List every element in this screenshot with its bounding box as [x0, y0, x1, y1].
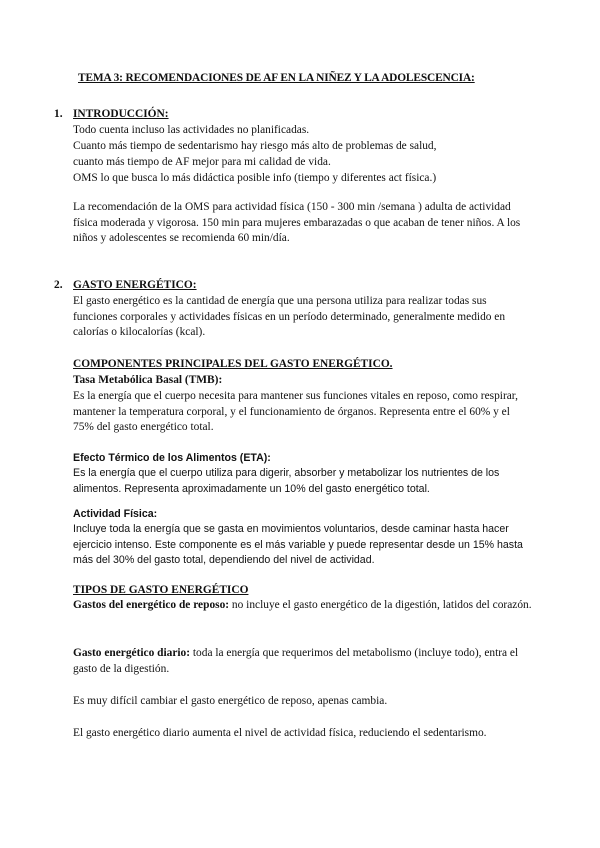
eta-text: Es la energía que el cuerpo utiliza para digerir, absorber y metabolizar los nutrientes de los alimentos. Representa aproximadamente un 10% del gasto energético total. — [73, 467, 500, 495]
section-1-number: 1. — [54, 108, 63, 120]
reposo-note: Es muy difícil cambiar el gasto energético de reposo, apenas cambia. — [73, 695, 388, 707]
reposo-label: Gastos del energético de reposo: — [73, 599, 230, 611]
intro-line: cuanto más tiempo de AF mejor para mi calidad de vida. — [73, 156, 331, 168]
tmb-text: Es la energía que el cuerpo necesita para mantener sus funciones vitales en reposo, como respirar, mantener la temperatura corporal, y el funcionamiento de órganos. Representa entre el 60% y el 75% del gasto energético total. — [73, 390, 518, 434]
section-1-heading: INTRODUCCIÓN: — [73, 108, 169, 120]
intro-line: Todo cuenta incluso las actividades no planificadas. — [73, 124, 310, 136]
gasto-energetico-definition: El gasto energético es la cantidad de energía que una persona utiliza para realizar todas sus funciones corporales y actividades físicas en un período determinado, generalmente medido en calorías o kilocalorías (kcal). — [73, 295, 506, 339]
document-title: TEMA 3: RECOMENDACIONES DE AF EN LA NIÑEZ Y LA ADOLESCENCIA: — [78, 72, 475, 84]
intro-line: OMS lo que busca lo más didáctica posible info (tiempo y diferentes act física.) — [73, 172, 437, 184]
reposo-paragraph — [73, 598, 533, 614]
af-text: Incluye toda la energía que se gasta en movimientos voluntarios, desde caminar hasta hacer ejercicio intenso. Este componente es el más variable y puede representar desde un 15% hasta más del 30% del gasto total, dependiendo del nivel de actividad. — [73, 523, 523, 567]
oms-recommendation-paragraph: La recomendación de la OMS para actividad física (150 - 300 min /semana ) adulta de actividad física moderada y vigorosa. 150 min para mujeres embarazadas o que acaban de tener niños. A los niños y adolescentes se recomienda 60 min/día. — [73, 201, 521, 245]
diario-label: Gasto energético diario: — [73, 647, 191, 659]
diario-paragraph — [73, 646, 533, 677]
types-heading: TIPOS DE GASTO ENERGÉTICO — [73, 584, 249, 596]
diario-text: toda la energía que requerimos del metabolismo (incluye todo), entra el gasto de la digestión. — [73, 647, 519, 675]
intro-line: Cuanto más tiempo de sedentarismo hay riesgo más alto de problemas de salud, — [73, 140, 437, 152]
reposo-text: no incluye el gasto energético de la digestión, latidos del corazón. — [229, 599, 532, 611]
section-2-number: 2. — [54, 279, 63, 291]
af-title: Actividad Física: — [73, 508, 158, 520]
eta-title: Efecto Térmico de los Alimentos (ETA): — [73, 452, 271, 464]
tmb-title: Tasa Metabólica Basal (TMB): — [73, 374, 223, 386]
components-heading: COMPONENTES PRINCIPALES DEL GASTO ENERGÉTICO. — [73, 358, 393, 370]
section-2-heading: GASTO ENERGÉTICO: — [73, 279, 197, 291]
diario-note: El gasto energético diario aumenta el nivel de actividad física, reduciendo el sedentarismo. — [73, 727, 487, 739]
